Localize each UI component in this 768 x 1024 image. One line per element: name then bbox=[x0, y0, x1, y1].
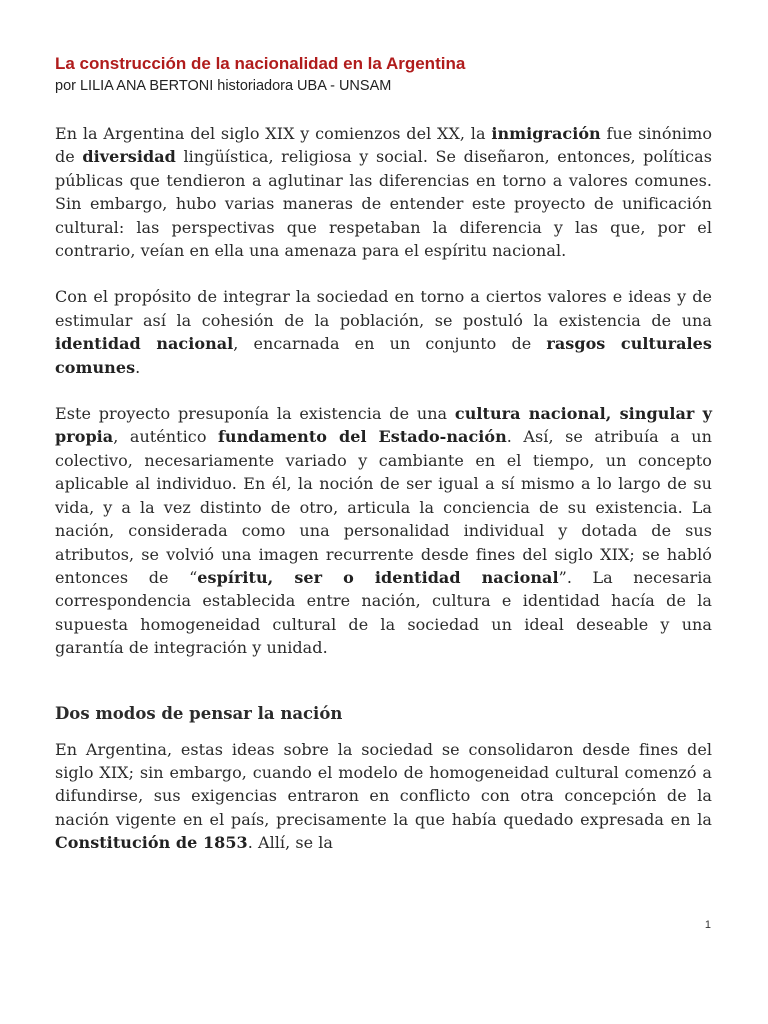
bold-term: Constitución de 1853 bbox=[55, 833, 248, 853]
page-number: 1 bbox=[704, 919, 711, 931]
text-run: Este proyecto presuponía la existencia de una bbox=[55, 404, 455, 424]
text-run: , auténtico bbox=[113, 427, 218, 447]
bold-term: diversidad bbox=[82, 147, 176, 167]
bold-term: inmigración bbox=[491, 124, 601, 143]
text-run: fue sinónimo de bbox=[55, 124, 713, 167]
text-run: . Así, se atribuía a un colectivo, necesariamente variado y cambiante en el tiempo, un concepto aplicable al individuo. En él, la noción de ser igual a sí mismo a lo largo de su vida, y a la vez distinto de otro, articula la conciencia de su existencia. La nación, considerada como una personalidad individual y dotada de sus atributos, se volvió una imagen recurrente desde fines del siglo XIX; se habló entonces de “ bbox=[55, 427, 712, 587]
text-run: En Argentina, estas ideas sobre la sociedad se consolidaron desde fines del siglo XIX; sin embargo, cuando el modelo de homogeneidad cultural comenzó a difundirse, sus exigencias entraron en conflicto con otra concepción de la nación vigente en el país, precisamente la que había quedado expresada en la bbox=[55, 739, 712, 829]
bold-term: cultura nacional, singular y propia bbox=[55, 404, 712, 447]
text-run: . bbox=[135, 357, 141, 377]
text-run: Con el propósito de integrar la sociedad en torno a ciertos valores e ideas y de estimular así la cohesión de la población, se postuló la existencia de una bbox=[55, 287, 712, 330]
text-run: lingüística, religiosa y social. Se diseñaron, entonces, políticas públicas que tendieron a aglutinar las diferencias en torno a valores comunes. Sin embargo, hubo varias maneras de entender este proyecto de unificación cultural: las perspectivas que respetaban la diferencia y las que, por el contrario, veían en ella una amenaza para el espíritu nacional. bbox=[55, 147, 712, 261]
paragraph-3 bbox=[55, 402, 712, 659]
bold-term: fundamento del Estado-nación bbox=[218, 427, 507, 447]
paragraph-4 bbox=[55, 738, 712, 855]
paragraph-2 bbox=[55, 285, 712, 379]
text-run: ”. La necesaria correspondencia establecida entre nación, cultura e identidad hacía de la supuesta homogeneidad cultural de la sociedad un ideal deseable y una garantía de integración y unidad. bbox=[55, 567, 713, 658]
text-run: , encarnada en un conjunto de bbox=[233, 334, 547, 354]
paragraph-1 bbox=[55, 122, 712, 262]
text-run: En la Argentina del siglo XIX y comienzos del XX, la bbox=[55, 124, 492, 143]
bold-term: identidad nacional bbox=[55, 334, 234, 354]
document-byline: por LILIA ANA BERTONI historiadora UBA - UNSAM bbox=[55, 78, 392, 94]
section-heading: Dos modos de pensar la nación bbox=[55, 703, 343, 723]
document-title: La construcción de la nacionalidad en la Argentina bbox=[55, 54, 466, 73]
bold-term: rasgos culturales comunes bbox=[55, 334, 712, 377]
document-page bbox=[55, 52, 712, 878]
text-run: . Allí, se la bbox=[247, 833, 334, 853]
bold-term: espíritu, ser o identidad nacional bbox=[197, 567, 559, 587]
